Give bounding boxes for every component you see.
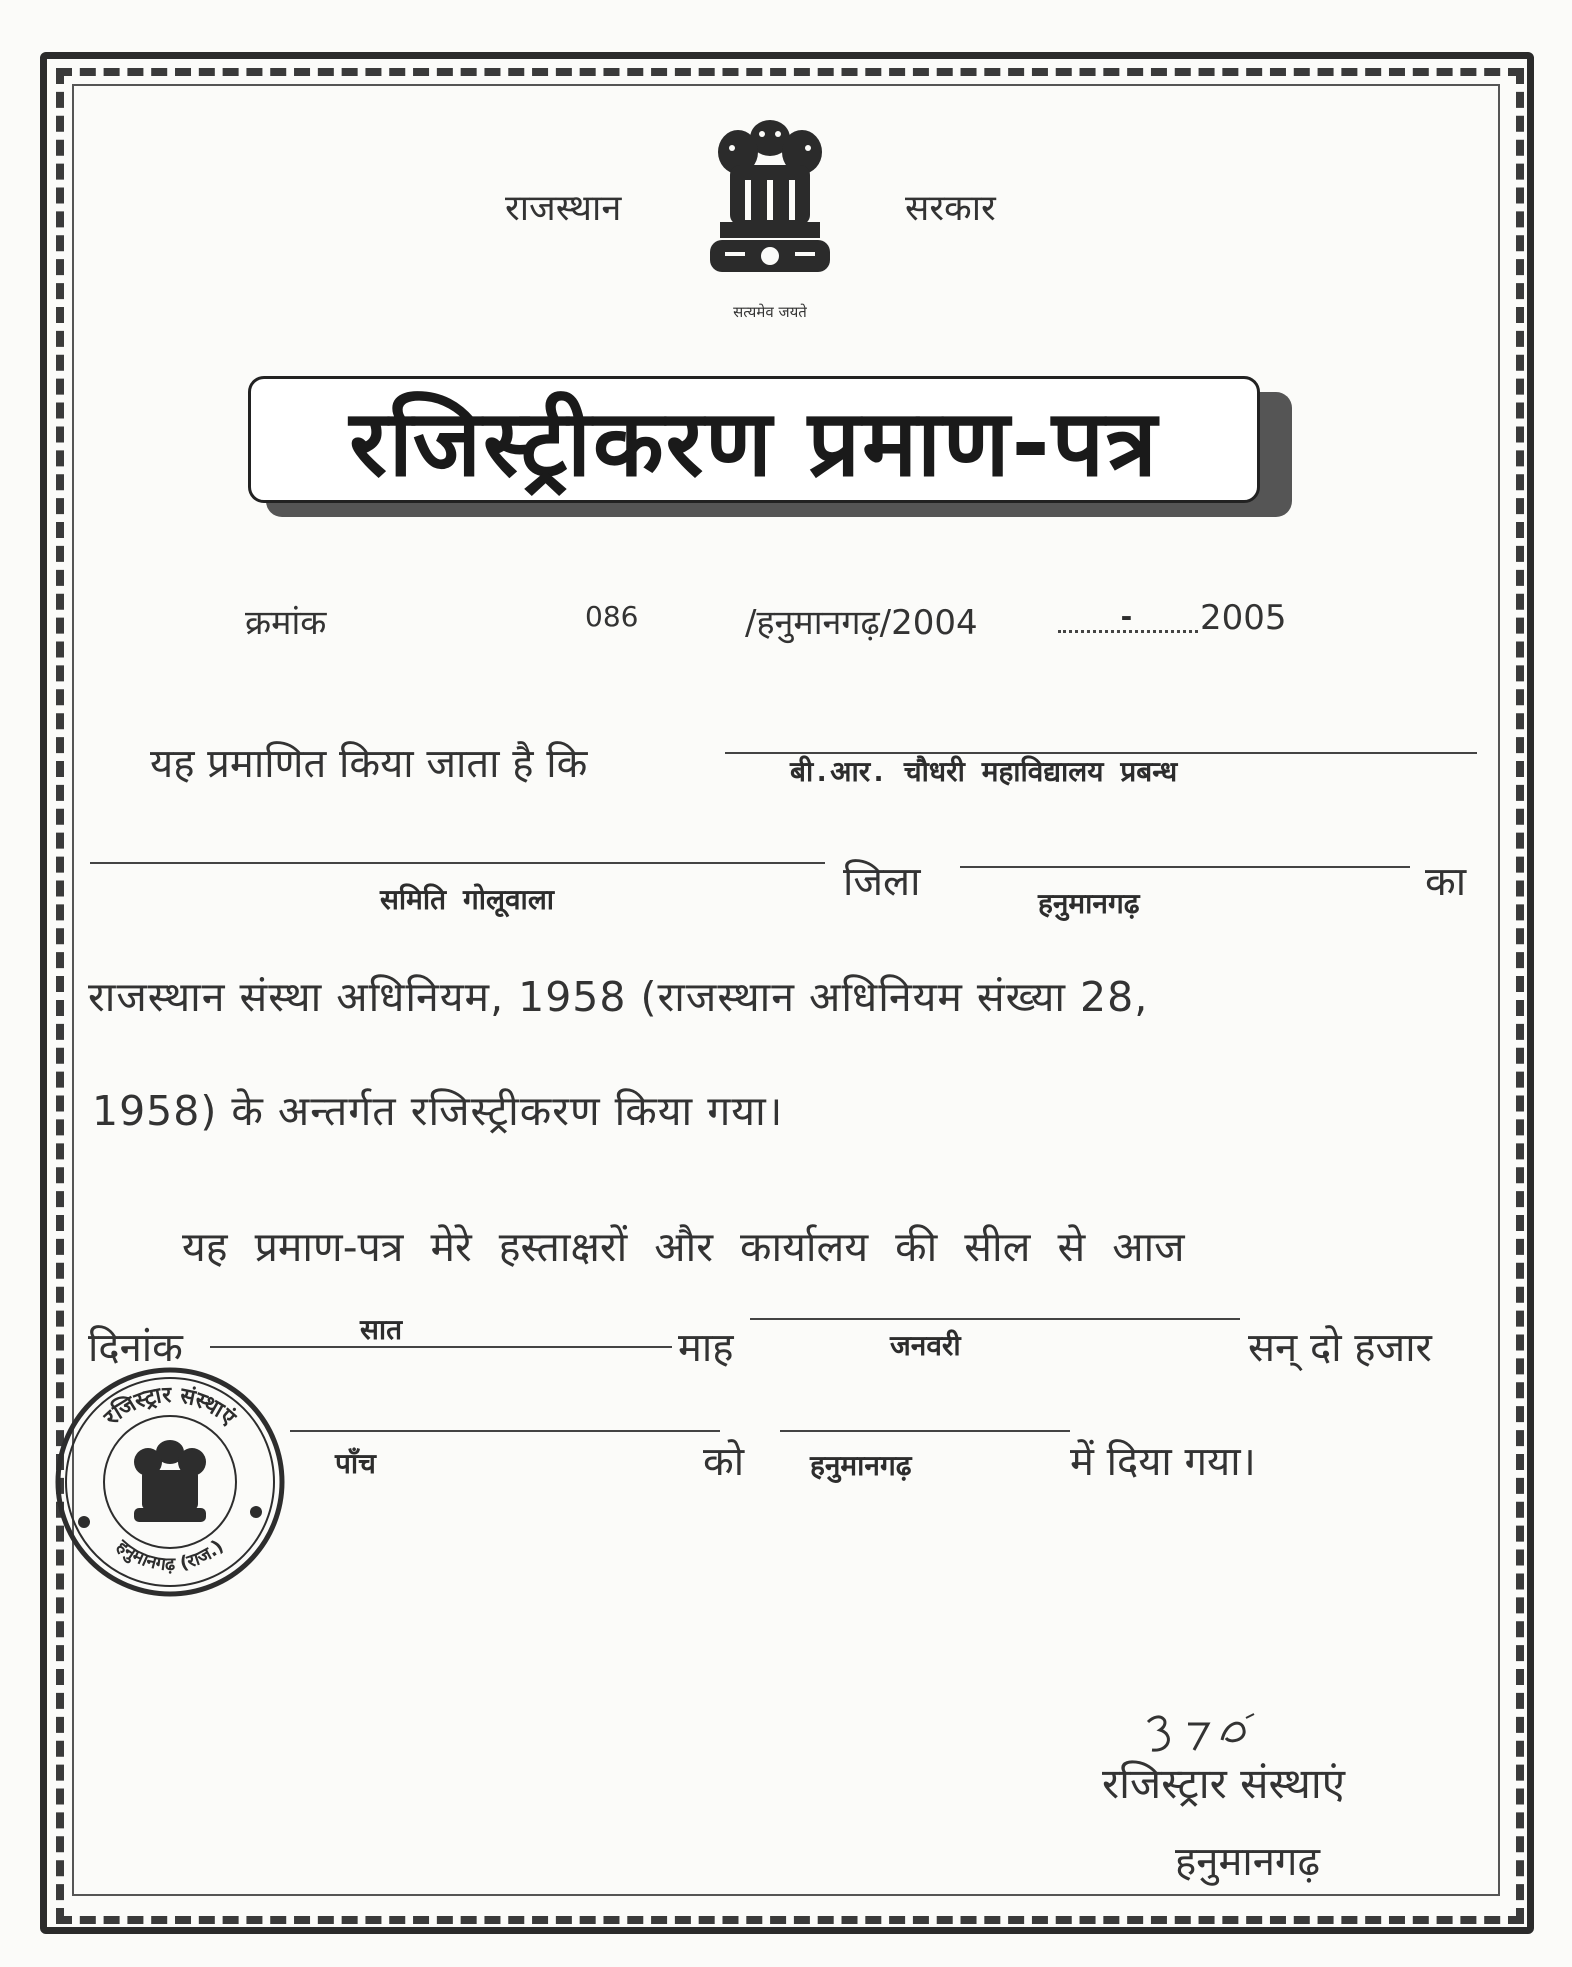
number-year-end: 2005 [1200, 598, 1287, 638]
signature-title: रजिस्ट्रार संस्थाएं [1102, 1759, 1345, 1808]
district-line [960, 866, 1410, 868]
number-value: 086 [585, 600, 639, 633]
district-value: हनुमानगढ़ [1038, 887, 1140, 920]
number-label: क्रमांक [245, 603, 327, 643]
national-emblem-icon [700, 110, 840, 295]
certify-prefix: यह प्रमाणित किया जाता है कि [150, 741, 588, 787]
header-sarkar: सरकार [905, 188, 996, 229]
place-line [780, 1430, 1070, 1432]
society-name-part-2: समिति गोलूवाला [380, 883, 555, 916]
number-dash: - [1118, 600, 1135, 633]
title-box [248, 376, 1260, 503]
society-name-part-1: बी.आर. चौधरी महाविद्यालय प्रबन्ध [790, 755, 1178, 788]
emblem-motto: सत्यमेव जयते [733, 303, 807, 321]
at-word: को [703, 1439, 745, 1485]
date-label: दिनांक [88, 1325, 183, 1371]
svg-text:हनुमानगढ़ (राज.) [111, 1535, 227, 1575]
month-label: माह [678, 1325, 734, 1371]
header-rajasthan: राजस्थान [505, 188, 622, 229]
year-label: सन् दो हजार [1248, 1325, 1432, 1371]
seal-top-text: रजिस्ट्रार संस्थाएं [99, 1382, 241, 1431]
act-line-2: 1958) के अन्तर्गत रजिस्ट्रीकरण किया गया। [92, 1087, 784, 1135]
district-label: जिला [843, 859, 921, 905]
certificate-title: रजिस्ट्रीकरण प्रमाण-पत्र [349, 390, 1159, 497]
of-word: का [1425, 859, 1467, 905]
seal-emblem-icon [134, 1440, 206, 1522]
year-line [290, 1430, 720, 1432]
month-value: जनवरी [890, 1329, 961, 1362]
act-line-1: राजस्थान संस्था अधिनियम, 1958 (राजस्थान अधिनियम संख्या 28, [88, 973, 1149, 1021]
date-value: सात [360, 1313, 403, 1346]
seal-bottom-text: हनुमानगढ़ (राज.) [112, 1535, 228, 1576]
given-text: में दिया गया। [1070, 1439, 1256, 1485]
signature-place: हनुमानगढ़ [1175, 1839, 1320, 1885]
date-line [210, 1346, 672, 1348]
place-value: हनुमानगढ़ [810, 1449, 912, 1482]
society-name-line-2 [90, 862, 825, 864]
office-seal [50, 1362, 290, 1602]
year-value: पाँच [335, 1447, 376, 1480]
issue-line: यह प्रमाण-पत्र मेरे हस्ताक्षरों और कार्यालय की सील से आज [182, 1223, 1185, 1271]
month-line [750, 1318, 1240, 1320]
number-suffix: /हनुमानगढ़/2004 [745, 603, 978, 643]
